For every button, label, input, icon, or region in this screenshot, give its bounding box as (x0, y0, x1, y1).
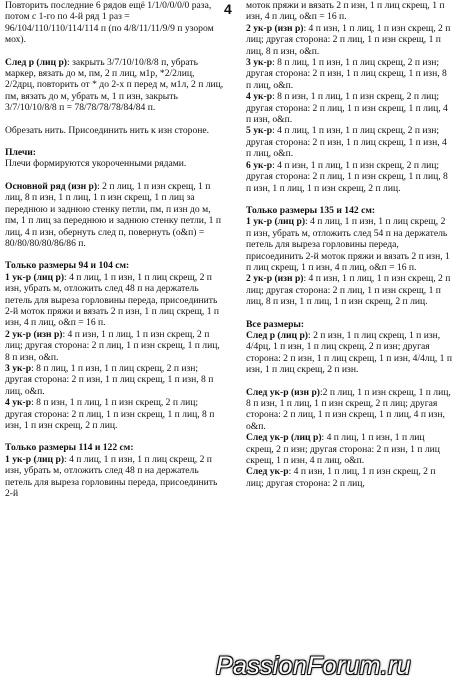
text-paragraph: Повторить последние 6 рядов ещё 1/1/0/0/0/0 раза, потом с 1-го по 4-й ряд 1 раз = 96/104/110/110/114/114 п (по 4/8/11/11/9/9 п узором мох). (5, 0, 214, 46)
right-column (246, 0, 452, 489)
section-heading: Только размеры 135 и 142 см: (246, 204, 376, 216)
text-paragraph: 1 ук-р (лиц р): 4 п лиц, 1 п изн, 1 п лиц скрещ, 2 п изн, убрать м, отложить след 54 п на держатель петель для выреза горловины переда, присоединить 2-й моток пряжи и вязать 2 п изн, 1 п лиц скрещ, 1 п изн, 4 п лиц, о&п = 16 п. (246, 216, 450, 273)
text-paragraph: След р (лиц р): закрыть 3/7/10/10/8/8 п, убрать маркер, вязать до м, пм, 2 п лиц, м1р, *2/2лиц, 2/2дрц, повторить от * до 2-х п перед м, м1л, 2 п лиц, пм, вязать до м, убрать м, 1 п изн, закрыть 3/7/10/10/8/8 п = 78/78/78/78/84/84 п. (5, 56, 224, 114)
text-paragraph: Обрезать нить. Присоединить нить к изн стороне. (5, 124, 210, 136)
text-paragraph: 3 ук-р: 8 п лиц, 1 п изн, 1 п лиц скрещ, 2 п изн; другая сторона: 2 п изн, 1 п лиц скрещ, 1 п изн, 8 п лиц, о&п. (5, 362, 214, 397)
text-paragraph: 4 ук-р: 8 п изн, 1 п лиц, 1 п изн скрещ, 2 п лиц; другая сторона: 2 п лиц, 1 п изн скрещ, 1 п лиц, 4 п изн, о&п. (246, 91, 448, 126)
text-paragraph: След ук-р (лиц р): 4 п лиц, 1 п изн, 1 п лиц скрещ, 2 п изн; другая сторона: 2 п изн, 1 п лиц скрещ, 1 п изн, 4 п лиц, о&п. (246, 432, 440, 467)
text-paragraph: Плечи формируются укороченными рядами. (5, 158, 187, 170)
text-paragraph: 2 ук-р (изн р): 4 п изн, 1 п лиц, 1 п изн скрещ, 2 п лиц; другая сторона: 2 п лиц, 1 п изн скрещ, 1 п лиц, 8 п изн, о&п. (5, 328, 220, 363)
left-column (5, 0, 224, 499)
text-paragraph: 2 ук-р (изн р): 4 п изн, 1 п лиц, 1 п изн скрещ, 2 п лиц; другая сторона: 2 п лиц, 1 п изн скрещ, 1 п лиц, 8 п изн, 1 п лиц, 1 п изн скрещ, 2 п лиц. (246, 273, 451, 308)
text-paragraph: 3 ук-р: 8 п лиц, 1 п изн, 1 п лиц скрещ, 2 п изн; другая сторона: 2 п изн, 1 п лиц скрещ, 1 п изн, 8 п лиц, о&п. (246, 57, 447, 91)
watermark-text: PassionForum.ru (216, 652, 411, 680)
text-paragraph: След р (лиц р): 2 п изн, 1 п лиц скрещ, 1 п изн, 4/4рц, 1 п изн, 1 п лиц скрещ, 2 п изн; другая сторона: 2 п изн, 1 п лиц скрещ, 1 п изн, 4/4лц, 1 п изн, 1 п лиц скрещ, 2 п изн. (246, 329, 452, 376)
text-paragraph: моток пряжи и вязать 2 п изн, 1 п лиц скрещ, 1 п изн, 4 п лиц, о&п = 16 п. (246, 0, 445, 23)
section-heading: Все размеры: (246, 318, 305, 330)
section-heading: Только размеры 94 и 104 см: (5, 260, 130, 272)
watermark (216, 652, 454, 686)
text-paragraph: Основной ряд (изн р): 2 п лиц, 1 п изн скрещ, 1 п лиц, 8 п изн, 1 п лиц, 1 п изн скрещ, 1 п лиц за переднюю и заднюю стенку петли, пм, п изн до м, пм, 1 п лиц за переднюю и заднюю стенку петли, 1 п лиц, 4 п изн, обернуть след п, повернуть (о&п) = 80/80/80/80/86/86 п. (5, 180, 221, 249)
text-paragraph: След ук-р (изн р):2 п лиц, 1 п изн скрещ, 1 п лиц, 8 п изн, 1 п лиц, 1 п изн скрещ, 2 п лиц; другая сторона: 2 п лиц, 1 п изн скрещ, 1 п лиц, 4 п изн, о&п. (246, 386, 451, 432)
page-number: 4 (224, 1, 232, 17)
text-paragraph: 1 ук-р (лиц р): 4 п лиц, 1 п изн, 1 п лиц скрещ, 2 п изн, убрать м, отложить след 48 п на держатель петель для выреза горловины переда, присоединить 2-й моток пряжи и вязать 2 п изн, 1 п лиц скрещ, 1 п изн, 4 п лиц, о&п = 16 п. (5, 271, 220, 329)
text-paragraph: След ук-р: 4 п изн, 1 п лиц, 1 п изн скрещ, 2 п лиц; другая сторона: 2 п лиц, (246, 466, 436, 489)
text-paragraph: 1 ук-р (лиц р): 4 п лиц, 1 п изн, 1 п лиц скрещ, 2 п изн, убрать м, отложить след 48 п на держатель петель для выреза горловины переда, присоединить 2-й (5, 453, 218, 500)
section-heading: Только размеры 114 и 122 см: (5, 442, 134, 454)
text-paragraph: 4 ук-р: 8 п изн, 1 п лиц, 1 п изн скрещ, 2 п лиц; другая сторона: 2 п лиц, 1 п изн скрещ, 1 п лиц, 8 п изн, 1 п изн скрещ, 2 п лиц. (5, 397, 215, 431)
text-paragraph: 2 ук-р (изн р): 4 п изн, 1 п лиц, 1 п изн скрещ, 2 п лиц; другая сторона: 2 п лиц, 1 п изн скрещ, 1 п лиц, 8 п изн, о&п. (246, 22, 451, 57)
section-heading: Плечи: (5, 147, 36, 159)
text-paragraph: 5 ук-р: 4 п лиц, 1 п изн, 1 п лиц скрещ, 2 п изн; другая сторона: 2 п изн, 1 п лиц скрещ, 1 п изн, 4 п лиц, о&п. (246, 125, 447, 160)
text-paragraph: 6 ук-р: 4 п изн, 1 п лиц, 1 п изн скрещ, 2 п лиц; другая сторона: 2 п лиц, 1 п изн скрещ, 1 п лиц, 8 п изн, 1 п лиц, 1 п изн скрещ, 2 п лиц. (246, 159, 448, 194)
